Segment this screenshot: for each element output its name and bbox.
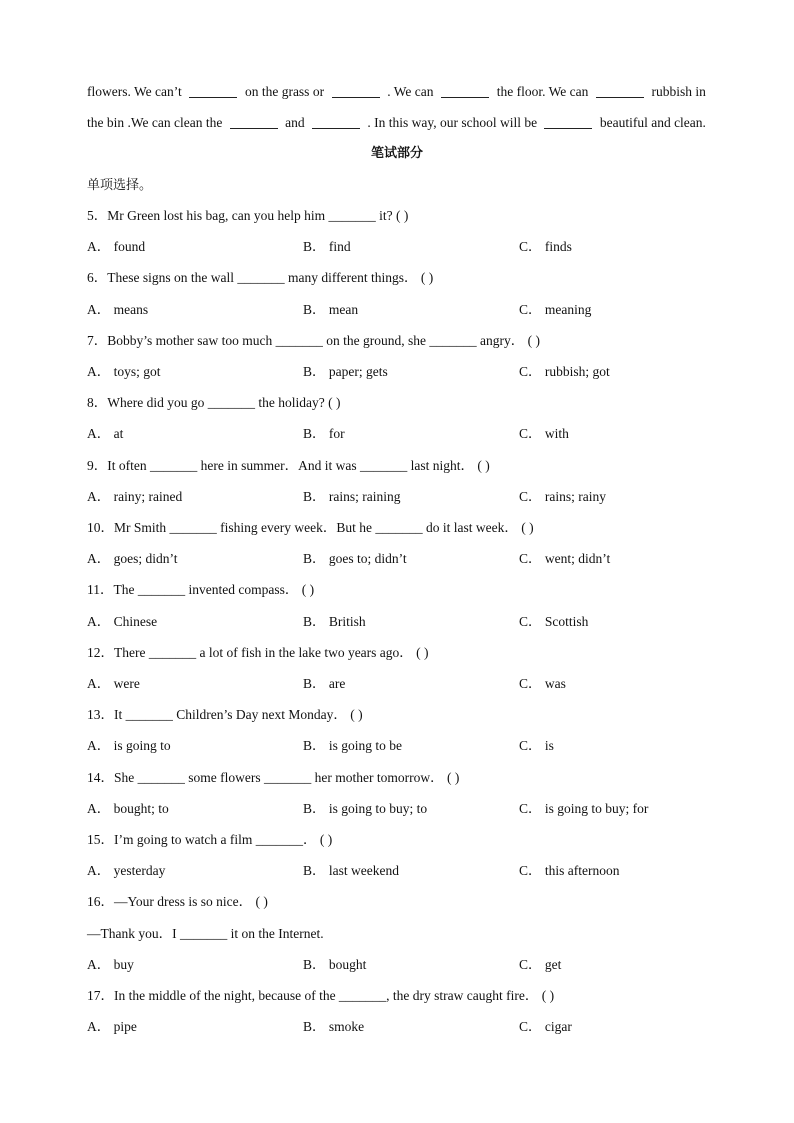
answer-option-a[interactable]: A． rainy; rained	[87, 488, 183, 504]
passage-text: the floor. We can	[496, 84, 589, 99]
answer-option-c[interactable]: C． is going to buy; for	[519, 800, 649, 816]
passage-text: on the grass or	[244, 84, 325, 99]
section-heading: 笔试部分	[370, 146, 423, 161]
answer-option-c[interactable]: C． went; didn’t	[519, 551, 611, 567]
passage-text: rubbish in	[651, 84, 706, 99]
passage-line-2	[87, 114, 706, 132]
question-stem: 15．I’m going to watch a film _______． ( )	[87, 832, 333, 847]
question-stem: 11．The _______ invented compass． ( )	[87, 582, 315, 598]
question-stem: 8．Where did you go _______ the holiday? ( )	[87, 395, 341, 411]
answer-option-b[interactable]: B． bought	[303, 956, 367, 972]
answer-option-c[interactable]: C． is	[519, 738, 554, 754]
question-stem: 12．There _______ a lot of fish in the lake two years ago． ( )	[87, 644, 429, 660]
answer-option-c[interactable]: C． with	[519, 426, 569, 442]
answer-option-a[interactable]: A． buy	[87, 956, 134, 972]
answer-option-b[interactable]: B． smoke	[303, 1019, 365, 1035]
question-stem: 13．It _______ Children’s Day next Monday． ( )	[87, 707, 363, 723]
question-stem: 17．In the middle of the night, because of the _______, the dry straw caught fire． ( )	[87, 988, 555, 1003]
answer-option-a[interactable]: A． goes; didn’t	[87, 551, 178, 567]
answer-blank	[230, 114, 278, 129]
answer-option-b[interactable]: B． is going to be	[303, 738, 403, 754]
answer-option-a[interactable]: A． yesterday	[87, 863, 166, 879]
answer-blank	[189, 83, 237, 98]
answer-option-c[interactable]: C． finds	[519, 239, 572, 255]
question-stem: 9．It often _______ here in summer．And it was _______ last night． ( )	[87, 457, 490, 473]
answer-option-b[interactable]: B． are	[303, 676, 346, 691]
passage-text: . In this way, our school will be	[367, 115, 538, 130]
answer-option-a[interactable]: A． were	[87, 676, 140, 691]
answer-option-a[interactable]: A． Chinese	[87, 613, 158, 629]
passage-text: the bin .We can clean the	[87, 115, 223, 130]
answer-option-c[interactable]: C． get	[519, 956, 562, 972]
answer-option-a[interactable]: A． is going to	[87, 738, 171, 754]
answer-option-b[interactable]: B． is going to buy; to	[303, 800, 428, 816]
question-stem: 5．Mr Green lost his bag, can you help him _______ it? ( )	[87, 208, 409, 223]
answer-option-c[interactable]: C． was	[519, 676, 566, 691]
answer-blank	[441, 83, 489, 98]
question-stem: 6．These signs on the wall _______ many different things． ( )	[87, 270, 434, 286]
passage-text: . We can	[387, 84, 434, 99]
answer-option-b[interactable]: B． rains; raining	[303, 488, 401, 504]
answer-blank	[332, 83, 380, 98]
answer-option-a[interactable]: A． means	[87, 301, 149, 317]
answer-blank	[544, 114, 592, 129]
answer-option-b[interactable]: B． mean	[303, 301, 359, 317]
answer-option-c[interactable]: C． Scottish	[519, 613, 589, 629]
answer-option-b[interactable]: B． British	[303, 613, 366, 629]
answer-option-c[interactable]: C． rains; rainy	[519, 488, 606, 504]
answer-option-a[interactable]: A． pipe	[87, 1019, 137, 1035]
question-stem: 16．—Your dress is so nice． ( )	[87, 894, 268, 910]
answer-option-b[interactable]: B． last weekend	[303, 863, 399, 879]
answer-option-a[interactable]: A． bought; to	[87, 800, 169, 816]
answer-option-b[interactable]: B． for	[303, 426, 345, 442]
passage-text: and	[285, 115, 305, 130]
answer-option-b[interactable]: B． paper; gets	[303, 364, 388, 379]
answer-option-a[interactable]: A． at	[87, 426, 124, 442]
answer-option-a[interactable]: A． found	[87, 239, 146, 255]
answer-option-a[interactable]: A． toys; got	[87, 364, 161, 379]
question-stem: 10．Mr Smith _______ fishing every week．But he _______ do it last week． ( )	[87, 520, 534, 535]
answer-blank	[596, 83, 644, 98]
question-stem: 7．Bobby’s mother saw too much _______ on the ground, she _______ angry． ( )	[87, 332, 540, 348]
answer-option-c[interactable]: C． rubbish; got	[519, 364, 610, 379]
question-dialogue-line: —Thank you．I _______ it on the Internet.	[87, 925, 324, 941]
answer-option-b[interactable]: B． find	[303, 239, 351, 255]
answer-option-c[interactable]: C． this afternoon	[519, 863, 620, 879]
question-stem: 14．She _______ some flowers _______ her mother tomorrow． ( )	[87, 769, 460, 785]
passage-line-1	[87, 83, 706, 101]
section-title: 单项选择。	[87, 178, 153, 193]
answer-option-b[interactable]: B． goes to; didn’t	[303, 551, 407, 567]
passage-text: flowers. We can’t	[87, 84, 182, 99]
passage-text: beautiful and clean.	[599, 115, 706, 130]
answer-blank	[312, 114, 360, 129]
answer-option-c[interactable]: C． cigar	[519, 1019, 572, 1035]
answer-option-c[interactable]: C． meaning	[519, 301, 592, 317]
